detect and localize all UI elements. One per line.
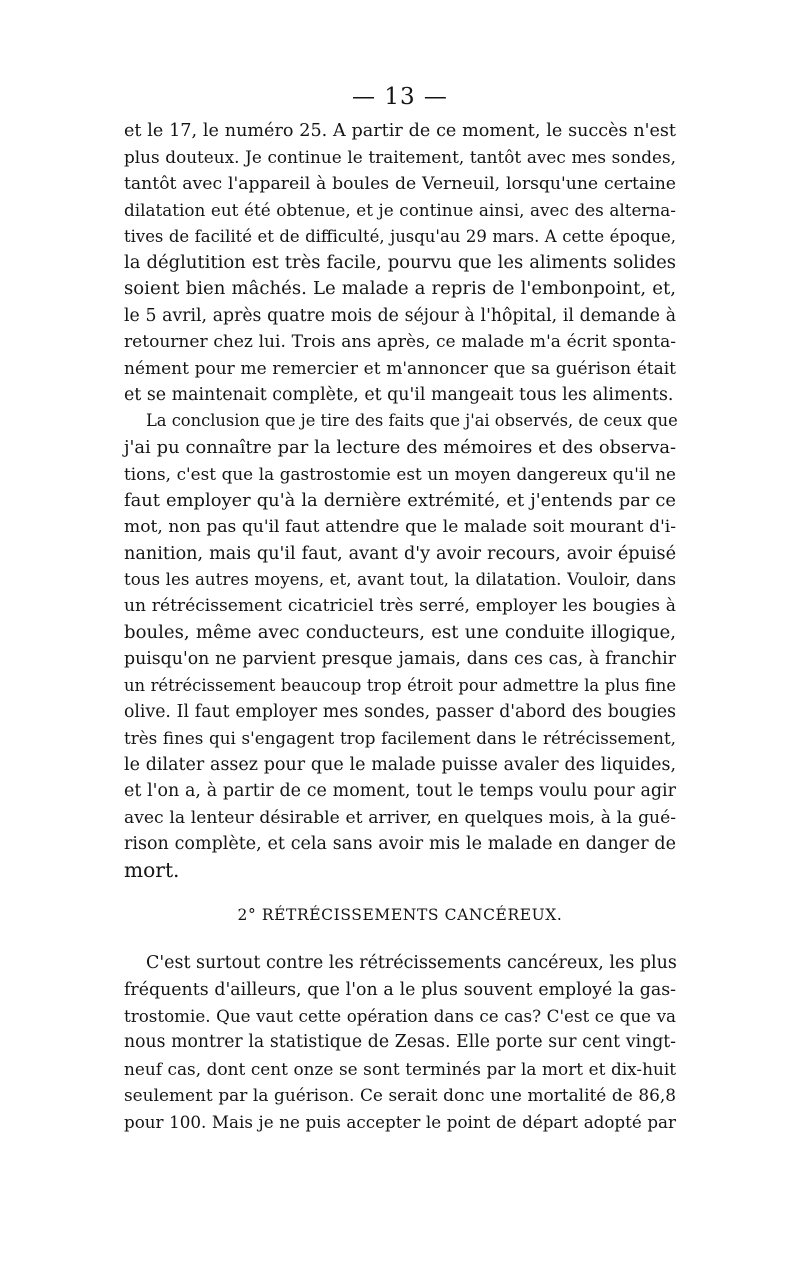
text-line: et l'on a, à partir de ce moment, tout le temps voulu pour agir	[124, 781, 676, 802]
page-number: — 13 —	[352, 84, 448, 110]
paragraph-3	[124, 950, 676, 1135]
paragraph-1	[124, 118, 676, 408]
text-line: boules, même avec conducteurs, est une conduite illogique,	[124, 621, 676, 643]
text-line: faut employer qu'à la dernière extrémité, et j'entends par ce	[124, 489, 676, 511]
section-heading: 2° RÉTRÉCISSEMENTS CANCÉREUX.	[237, 905, 563, 924]
text-line: nément pour me remercier et m'annoncer que sa guérison était	[124, 358, 676, 379]
text-line: le dilater assez pour que le malade puisse avaler des liquides,	[124, 754, 676, 775]
text-line: nous montrer la statistique de Zesas. Elle porte sur cent vingt-	[124, 1032, 676, 1053]
text-line: la déglutition est très facile, pourvu que les aliments solides	[124, 252, 676, 274]
text-line: soient bien mâchés. Le malade a repris de l'embonpoint, et,	[124, 278, 676, 300]
text-line: pour 100. Mais je ne puis accepter le point de départ adopté par	[124, 1111, 676, 1132]
paragraph-2	[124, 408, 676, 883]
body-text	[124, 118, 676, 1135]
text-line: le 5 avril, après quatre mois de séjour à l'hôpital, il demande à	[124, 305, 676, 326]
text-line: tous les autres moyens, et, avant tout, la dilatation. Vouloir, dans	[124, 569, 676, 589]
text-line: olive. Il faut employer mes sondes, passer d'abord des bougies	[124, 701, 676, 722]
text-line: mot, non pas qu'il faut attendre que le malade soit mourant d'i-	[124, 517, 676, 538]
text-line: dilatation eut été obtenue, et je continue ainsi, avec des alterna-	[124, 200, 676, 221]
text-line: La conclusion que je tire des faits que j'ai observés, de ceux que	[146, 411, 678, 431]
text-line: et le 17, le numéro 25. A partir de ce moment, le succès n'est	[124, 121, 676, 141]
text-line: très fines qui s'engagent trop facilement dans le rétrécissement,	[124, 728, 676, 749]
text-line: retourner chez lui. Trois ans après, ce malade m'a écrit sponta-	[124, 332, 676, 353]
text-line: tions, c'est que la gastrostomie est un moyen dangereux qu'il ne	[124, 464, 676, 485]
text-line: nanition, mais qu'il faut, avant d'y avoir recours, avoir épuisé	[124, 543, 676, 564]
text-line: puisqu'on ne parvient presque jamais, dans ces cas, à franchir	[124, 649, 676, 670]
text-line: un rétrécissement cicatriciel très serré, employer les bougies à	[124, 596, 676, 617]
text-line: fréquents d'ailleurs, que l'on a le plus souvent employé la gas-	[124, 979, 676, 1000]
text-line: rison complète, et cela sans avoir mis le malade en danger de	[124, 833, 676, 854]
text-line: plus douteux. Je continue le traitement, tantôt avec mes sondes,	[124, 147, 676, 168]
text-line: mort.	[124, 858, 180, 883]
text-line: tives de facilité et de difficulté, jusqu'au 29 mars. A cette époque,	[124, 226, 676, 246]
text-line: tantôt avec l'appareil à boules de Verneuil, lorsqu'une certaine	[124, 173, 676, 194]
text-line: neuf cas, dont cent onze se sont terminés par la mort et dix-huit	[124, 1058, 676, 1079]
text-line: un rétrécissement beaucoup trop étroit pour admettre la plus fine	[124, 675, 676, 695]
text-line: seulement par la guérison. Ce serait donc une mortalité de 86,8	[124, 1085, 676, 1106]
text-line: et se maintenait complète, et qu'il mangeait tous les aliments.	[124, 385, 674, 406]
text-line: j'ai pu connaître par la lecture des mémoires et des observa-	[124, 436, 676, 458]
text-line: avec la lenteur désirable et arriver, en quelques mois, à la gué-	[124, 807, 676, 828]
text-line: trostomie. Que vaut cette opération dans ce cas? C'est ce que va	[124, 1006, 676, 1026]
text-line: C'est surtout contre les rétrécissements cancéreux, les plus	[146, 953, 677, 974]
